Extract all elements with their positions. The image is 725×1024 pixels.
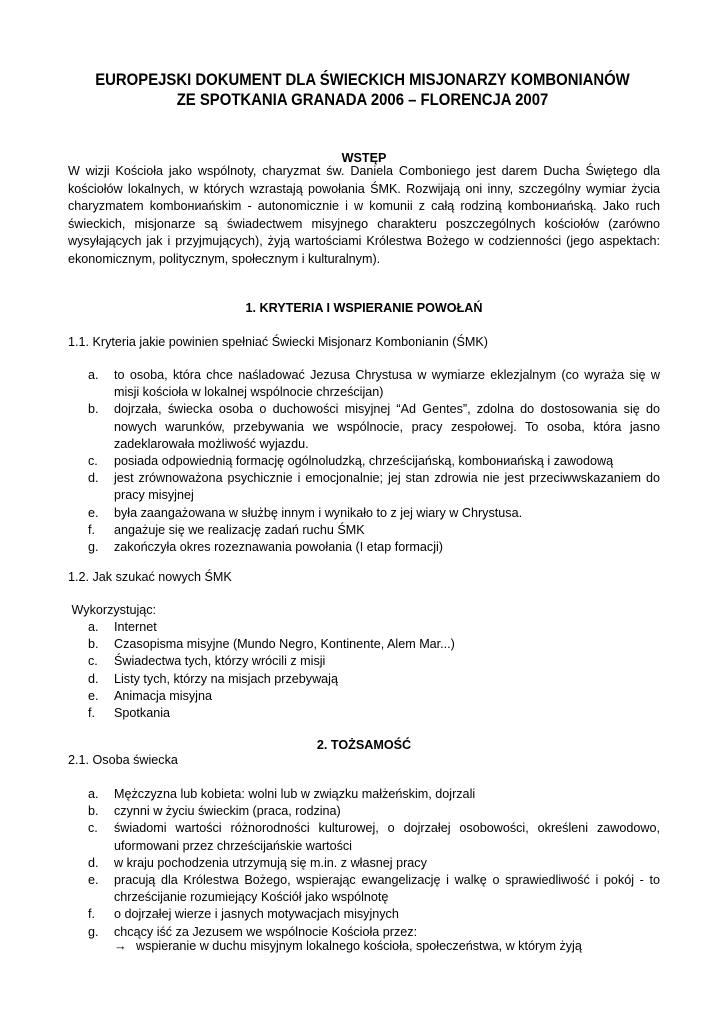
right-arrow-icon: → (114, 939, 127, 953)
arrow-item-text: wspieranie w duchu misyjnym lokalnego kościoła, społeczeństwa, w którym żyją (136, 939, 582, 953)
channels-list (68, 619, 660, 722)
subsection-1-1-heading: 1.1. Kryteria jakie powinien spełniać Świecki Misjonarz Kombonianin (ŚMK) (68, 335, 488, 349)
section-2-heading: 2. TOŻSAMOŚĆ (316, 738, 412, 752)
list-item: a. to osoba, która chce naśladować Jezusa Chrystusa w wymiarze eklezjalnym (co wyraża się w misji kościoła w lokalnej wspólnocie chrześcijan) (88, 368, 660, 400)
list-item: f. o dojrzałej wierze i jasnych motywacjach misyjnych (88, 907, 399, 922)
list-item: f. Spotkania (88, 706, 171, 721)
list-item: f. angażuje się we realizację zadań ruchu ŚMK (88, 522, 365, 537)
list-item: d. w kraju pochodzenia utrzymują się m.in. z własnej pracy (88, 855, 427, 870)
list-item: g. zakończyła okres rozeznawania powołania (I etap formacji) (88, 540, 443, 555)
list-item: a. Internet (88, 620, 157, 634)
list-item: a. Mężczyzna lub kobieta: wolni lub w związku małżeńskim, dojrzali (88, 787, 476, 801)
list-item: d. jest zrównoważona psychicznie i emocjonalnie; jej stan zdrowia nie jest przeciwwskazaniem do pracy misyjnej (88, 471, 660, 503)
list-item: e. była zaangażowana w służbę innym i wynikało to z jej wiary w Chrystusa. (88, 505, 523, 520)
title-line-1: EUROPEJSKI DOKUMENT DLA ŚWIECKICH MISJONARZY KOMBONIANÓW (95, 71, 630, 89)
list-item: b. Czasopisma misyjne (Mundo Negro, Kontinente, Alem Mar...) (88, 637, 455, 652)
subsection-1-2-heading: 1.2. Jak szukać nowych ŚMK (68, 570, 232, 584)
list-item: g. chcący iść za Jezusem we wspólnocie Kościoła przez: (88, 924, 418, 939)
list-item: e. pracują dla Królestwa Bożego, wspierając ewangelizację i walkę o sprawiedliwość i pokój - to chrześcijanie rozumiejący Kościół jako wspólnotę (88, 873, 660, 905)
using-label: Wykorzystując: (68, 603, 157, 617)
list-item: d. Listy tych, którzy na misjach przebywają (88, 671, 338, 686)
criteria-list (68, 367, 660, 556)
title-line-2: ZE SPOTKANIA GRANADA 2006 – FLORENCJA 2007 (176, 91, 549, 109)
section-1-heading: 1. KRYTERIA I WSPIERANIE POWOŁAŃ (245, 301, 483, 315)
list-item: c. posiada odpowiednią formację ogólnoludzką, chrześcijańską, kombониańską i zawodową (88, 454, 614, 469)
arrow-list-item (114, 938, 582, 955)
subsection-2-1-heading: 2.1. Osoba świecka (68, 753, 178, 767)
intro-paragraph: W wizji Kościoła jako wspólnoty, charyzmat św. Daniela Comboniego jest darem Ducha Świętego dla kościołów lokalnych, w których wzrastają powołania ŚMK. Rozwijają oni inny, szczególny wymiar życia charyzmatem kombониańskim - autonomicznie i w komunii z całą rodziną kombониańską. Jako ruch świeckich, misjonarze są świadectwem misyjnego charakteru poszczególnych kościołów (zarówno wysyłających jak i przyjmujących), żyją wartościami Królestwa Bożego w codzienności (jego aspektach: ekonomicznym, politycznym, społecznym i kulturalnym). (68, 164, 660, 266)
list-item: b. czynni w życiu świeckim (praca, rodzina) (88, 804, 341, 819)
intro-heading: WSTĘP (341, 151, 387, 165)
identity-list (68, 786, 660, 941)
list-item: b. dojrzała, świecka osoba o duchowości misyjnej “Ad Gentes”, zdolna do dostosowania się do nowych warunków, przebywania we wspólnocie, pracy zespołowej. To osoba, która jasno zadeklarowała możliwość wyjazdu. (88, 402, 660, 451)
list-item: c. Świadectwa tych, którzy wrócili z misji (88, 654, 326, 669)
list-item: c. świadomi wartości różnorodności kulturowej, o dojrzałej osobowości, określeni zawodowo, uformowani przez chrześcijańskie wartości (88, 821, 660, 853)
document-title (84, 70, 641, 110)
list-item: e. Animacja misyjna (88, 688, 212, 703)
